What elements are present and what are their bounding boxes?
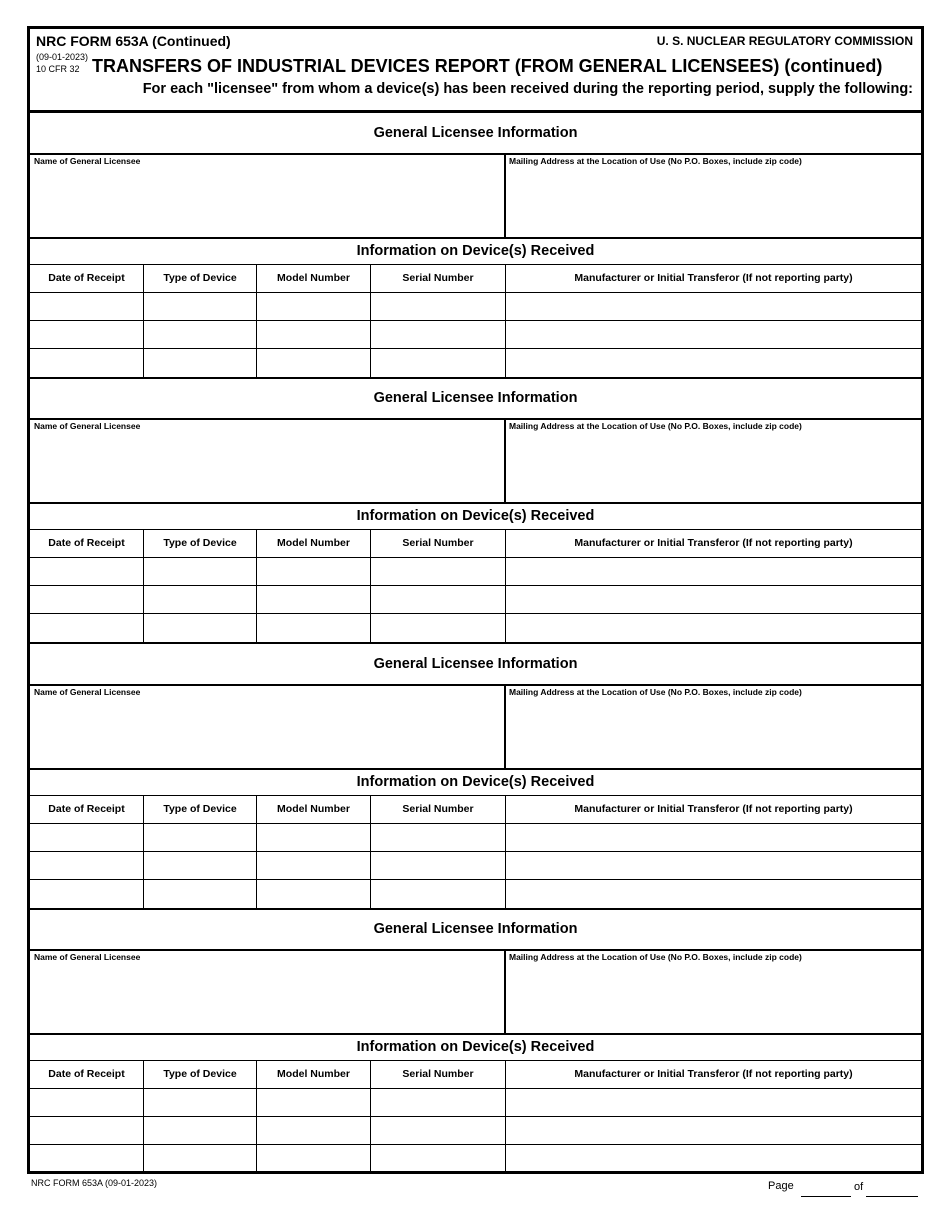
devices-table-cell[interactable] <box>144 1089 256 1117</box>
devices-received-heading: Information on Device(s) Received <box>30 239 921 265</box>
form-header <box>30 29 921 113</box>
devices-table-header: Manufacturer or Initial Transferor (If not reporting party) <box>506 265 921 293</box>
devices-table-cell[interactable] <box>257 558 370 586</box>
devices-table-cell[interactable] <box>30 586 143 614</box>
devices-table-cell[interactable] <box>30 321 143 349</box>
licensee-name-label: Name of General Licensee <box>34 687 141 697</box>
devices-table-cell[interactable] <box>371 614 505 642</box>
licensee-name-label: Name of General Licensee <box>34 421 141 431</box>
mailing-address-label: Mailing Address at the Location of Use (No P.O. Boxes, include zip code) <box>509 687 802 697</box>
devices-table-column <box>30 530 144 642</box>
devices-table-cell[interactable] <box>506 586 921 614</box>
devices-table-column <box>506 530 921 642</box>
page-total-field[interactable] <box>866 1196 918 1197</box>
devices-table-column <box>506 265 921 377</box>
devices-table-header: Serial Number <box>371 265 505 293</box>
devices-table-cell[interactable] <box>371 824 505 852</box>
devices-table-header: Model Number <box>257 265 370 293</box>
devices-table-header: Date of Receipt <box>30 796 143 824</box>
page-label: Page <box>768 1180 794 1192</box>
general-licensee-heading: General Licensee Information <box>30 378 921 420</box>
devices-received-heading: Information on Device(s) Received <box>30 1035 921 1061</box>
devices-table-cell[interactable] <box>144 614 256 642</box>
devices-table-cell[interactable] <box>257 321 370 349</box>
devices-table-cell[interactable] <box>371 321 505 349</box>
general-licensee-heading: General Licensee Information <box>30 113 921 155</box>
licensee-name-field[interactable] <box>30 684 506 770</box>
devices-table-cell[interactable] <box>371 586 505 614</box>
devices-table <box>30 796 921 908</box>
general-licensee-heading: General Licensee Information <box>30 644 921 686</box>
devices-table-column <box>371 530 506 642</box>
licensee-name-field[interactable] <box>30 153 506 239</box>
devices-table-cell[interactable] <box>30 614 143 642</box>
devices-table-header: Manufacturer or Initial Transferor (If not reporting party) <box>506 1061 921 1089</box>
devices-table-header: Date of Receipt <box>30 530 143 558</box>
devices-table-cell[interactable] <box>144 349 256 377</box>
devices-table-cell[interactable] <box>371 349 505 377</box>
devices-table-cell[interactable] <box>506 349 921 377</box>
devices-table-header: Model Number <box>257 1061 370 1089</box>
devices-table <box>30 530 921 642</box>
devices-table-cell[interactable] <box>257 1089 370 1117</box>
devices-table-column <box>144 530 257 642</box>
devices-table-cell[interactable] <box>144 824 256 852</box>
devices-table-cell[interactable] <box>506 293 921 321</box>
devices-table <box>30 1061 921 1173</box>
devices-table-column <box>257 265 371 377</box>
devices-table-cell[interactable] <box>257 586 370 614</box>
devices-table-header: Model Number <box>257 796 370 824</box>
devices-received-heading: Information on Device(s) Received <box>30 770 921 796</box>
mailing-address-field[interactable] <box>504 418 921 504</box>
licensee-name-label: Name of General Licensee <box>34 156 141 166</box>
devices-table-cell[interactable] <box>30 1145 143 1173</box>
form-title: TRANSFERS OF INDUSTRIAL DEVICES REPORT (FROM GENERAL LICENSEES) (continued) <box>92 56 883 76</box>
form-frame <box>27 26 924 1174</box>
devices-table-cell[interactable] <box>371 1117 505 1145</box>
devices-table-column <box>30 1061 144 1173</box>
devices-table-header: Type of Device <box>144 265 256 293</box>
devices-table-cell[interactable] <box>506 852 921 880</box>
devices-table-header: Type of Device <box>144 530 256 558</box>
page-number-field[interactable] <box>801 1196 851 1197</box>
devices-table-cell[interactable] <box>257 293 370 321</box>
devices-table-column <box>371 796 506 908</box>
licensee-block <box>30 113 921 379</box>
devices-table-column <box>257 1061 371 1173</box>
devices-table-column <box>144 796 257 908</box>
devices-table-header: Serial Number <box>371 530 505 558</box>
devices-table-column <box>506 1061 921 1173</box>
mailing-address-label: Mailing Address at the Location of Use (No P.O. Boxes, include zip code) <box>509 421 802 431</box>
devices-table-header: Serial Number <box>371 796 505 824</box>
devices-table-cell[interactable] <box>30 1117 143 1145</box>
devices-table-cell[interactable] <box>506 880 921 908</box>
devices-table-cell[interactable] <box>371 293 505 321</box>
devices-table-column <box>144 1061 257 1173</box>
devices-table-column <box>30 796 144 908</box>
devices-table-cell[interactable] <box>30 558 143 586</box>
devices-table-header: Serial Number <box>371 1061 505 1089</box>
licensee-name-field[interactable] <box>30 418 506 504</box>
devices-table-column <box>30 265 144 377</box>
devices-table-cell[interactable] <box>144 293 256 321</box>
devices-table-cell[interactable] <box>506 1117 921 1145</box>
devices-table-cell[interactable] <box>506 1089 921 1117</box>
devices-table-cell[interactable] <box>371 880 505 908</box>
devices-table-cell[interactable] <box>30 1089 143 1117</box>
devices-table-column <box>257 796 371 908</box>
mailing-address-field[interactable] <box>504 684 921 770</box>
mailing-address-label: Mailing Address at the Location of Use (No P.O. Boxes, include zip code) <box>509 156 802 166</box>
mailing-address-field[interactable] <box>504 949 921 1035</box>
devices-table-column <box>257 530 371 642</box>
devices-table-cell[interactable] <box>30 293 143 321</box>
devices-table-cell[interactable] <box>371 1089 505 1117</box>
of-label: of <box>854 1181 864 1193</box>
devices-table-column <box>506 796 921 908</box>
devices-table-header: Manufacturer or Initial Transferor (If not reporting party) <box>506 796 921 824</box>
devices-received-heading: Information on Device(s) Received <box>30 504 921 530</box>
devices-table-cell[interactable] <box>30 824 143 852</box>
devices-table-column <box>371 1061 506 1173</box>
devices-table-header: Type of Device <box>144 1061 256 1089</box>
devices-table-cell[interactable] <box>506 321 921 349</box>
devices-table-cell[interactable] <box>506 824 921 852</box>
devices-table-cell[interactable] <box>144 852 256 880</box>
devices-table-cell[interactable] <box>30 880 143 908</box>
devices-table-cell[interactable] <box>371 852 505 880</box>
licensee-block <box>30 644 921 910</box>
devices-table-cell[interactable] <box>257 880 370 908</box>
devices-table-cell[interactable] <box>144 880 256 908</box>
devices-table-cell[interactable] <box>144 1145 256 1173</box>
general-licensee-heading: General Licensee Information <box>30 909 921 951</box>
devices-table-cell[interactable] <box>257 614 370 642</box>
devices-table-cell[interactable] <box>257 349 370 377</box>
devices-table-cell[interactable] <box>257 824 370 852</box>
devices-table-cell[interactable] <box>371 1145 505 1173</box>
devices-table-header: Type of Device <box>144 796 256 824</box>
devices-table-column <box>371 265 506 377</box>
devices-table-header: Model Number <box>257 530 370 558</box>
cfr-reference: 10 CFR 32 <box>36 64 80 74</box>
devices-table-cell[interactable] <box>506 1145 921 1173</box>
devices-table-cell[interactable] <box>144 558 256 586</box>
licensee-name-label: Name of General Licensee <box>34 952 141 962</box>
devices-table-header: Date of Receipt <box>30 265 143 293</box>
mailing-address-field[interactable] <box>504 153 921 239</box>
agency-name: U. S. NUCLEAR REGULATORY COMMISSION <box>656 34 913 48</box>
licensee-block <box>30 909 921 1175</box>
devices-table-cell[interactable] <box>257 1117 370 1145</box>
devices-table-cell[interactable] <box>144 321 256 349</box>
devices-table-header: Manufacturer or Initial Transferor (If not reporting party) <box>506 530 921 558</box>
devices-table-cell[interactable] <box>144 586 256 614</box>
devices-table-cell[interactable] <box>144 1117 256 1145</box>
devices-table-header: Date of Receipt <box>30 1061 143 1089</box>
devices-table-column <box>144 265 257 377</box>
licensee-block <box>30 378 921 644</box>
devices-table <box>30 265 921 377</box>
devices-table-cell[interactable] <box>506 558 921 586</box>
devices-table-cell[interactable] <box>371 558 505 586</box>
footer-form-id: NRC FORM 653A (09-01-2023) <box>31 1178 158 1188</box>
devices-table-cell[interactable] <box>30 349 143 377</box>
form-revision: (09-01-2023) <box>36 52 89 62</box>
form-id: NRC FORM 653A (Continued) <box>36 33 231 49</box>
devices-table-cell[interactable] <box>257 1145 370 1173</box>
devices-table-cell[interactable] <box>506 614 921 642</box>
devices-table-cell[interactable] <box>30 852 143 880</box>
licensee-name-field[interactable] <box>30 949 506 1035</box>
mailing-address-label: Mailing Address at the Location of Use (No P.O. Boxes, include zip code) <box>509 952 802 962</box>
form-instructions: For each "licensee" from whom a device(s) has been received during the reporting period, supply the following: <box>142 81 913 97</box>
devices-table-cell[interactable] <box>257 852 370 880</box>
